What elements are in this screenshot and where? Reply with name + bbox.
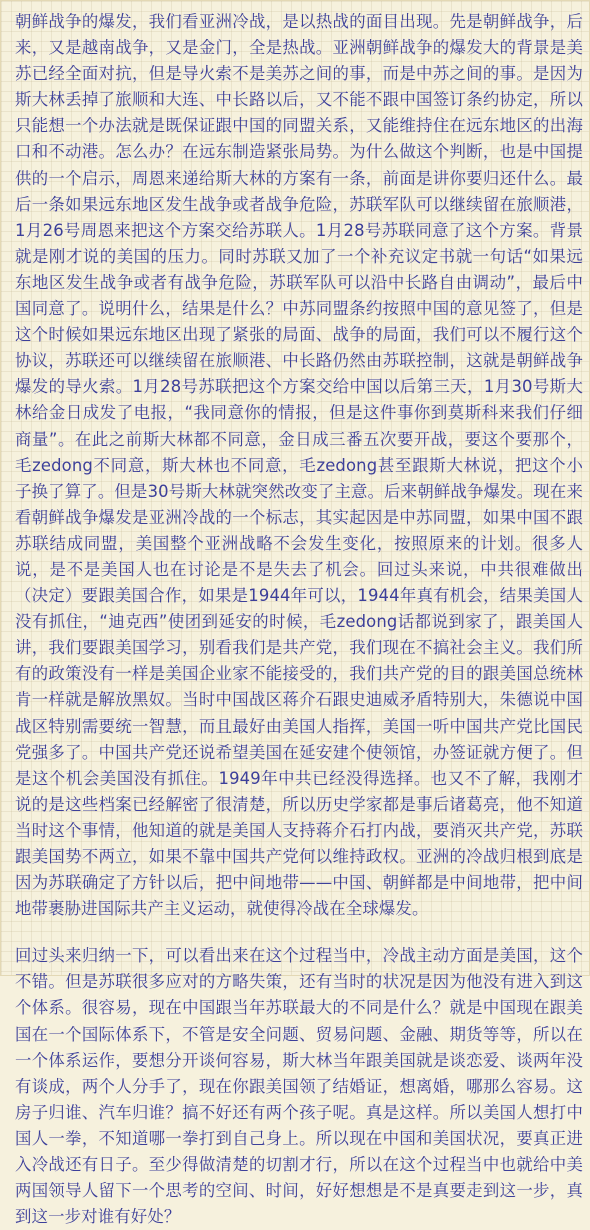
paragraph-2: 回过头来归纳一下，可以看出来在这个过程当中，冷战主动方面是美国，这个不错。但是苏联很多应对的方略失策，还有当时的状况是因为他没有进入到这个体系。很容易，现在中国跟当年苏联最大的不同是什么？就是中国现在跟美国在一个国际体系下，不管是安全问题、贸易问题、金融、期货等等，所以在一个体系运作，要想分开谈何容易，斯大林当年跟美国就是谈恋爱、谈两年没有谈成，两个人分手了，现在你跟美国领了结婚证，想离婚，哪那么容易。这房子归谁、汽车归谁？搞不好还有两个孩子呢。真是这样。所以美国人想打中国人一拳，不知道哪一拳打到自己身上。所以现在中国和美国状况，要真正进入冷战还有日子。至少得做清楚的切割才行，所以在这个过程当中也就给中美两国领导人留下一个思考的空间、时间，好好想想是不是真要走到这一步，真到这一步对谁有好处？ xyxy=(15,946,583,1227)
paragraph-spacer xyxy=(15,922,583,943)
paragraph-1: 朝鲜战争的爆发，我们看亚洲冷战，是以热战的面目出现。先是朝鲜战争，后来，又是越南战争，又是金门，全是热战。亚洲朝鲜战争的爆发大的背景是美苏已经全面对抗，但是导火索不是美苏之间的事，而是中苏之间的事。是因为斯大林丢掉了旅顺和大连、中长路以后，又不能不跟中国签订条约协定，所以只能想一个办法就是既保证跟中国的同盟关系，又能维持住在远东地区的出海口和不动港。怎么办？在远东制造紧张局势。为什么做这个判断，也是中国提供的一个启示，周恩来递给斯大林的方案有一条，前面是讲你要归还什么。最后一条如果远东地区发生战争或者战争危险，苏联军队可以继续留在旅顺港，1月26号周恩来把这个方案交给苏联人。1月28号苏联同意了这个方案。背景就是刚才说的美国的压力。同时苏联又加了一个补充议定书就一句话“如果远东地区发生战争或者有战争危险，苏联军队可以沿中长路自由调动”，最后中国同意了。说明什么，结果是什么？中苏同盟条约按照中国的意见签了，但是这个时候如果远东地区出现了紧张的局面、战争的局面，我们可以不履行这个协议，苏联还可以继续留在旅顺港、中长路仍然由苏联控制，这就是朝鲜战争爆发的导火索。1月28号苏联把这个方案交给中国以后第三天，1月30号斯大林给金日成发了电报，“我同意你的情报，但是这件事你到莫斯科来我们仔细商量”。在此之前斯大林都不同意，金日成三番五次要开战，要这个要那个，毛zedong不同意，斯大林也不同意，毛zedong甚至跟斯大林说，把这个小子换了算了。但是30号斯大林就突然改变了主意。后来朝鲜战争爆发。现在来看朝鲜战争爆发是亚洲冷战的一个标志，其实起因是中苏同盟，如果中国不跟苏联结成同盟，美国整个亚洲战略不会发生变化，按照原来的计划。很多人说，是不是美国人也在讨论是不是失去了机会。回过头来说，中共很难做出（决定）要跟美国合作，如果是1944年可以，1944年真有机会，结果美国人没有抓住，“迪克西”使团到延安的时候，毛zedong话都说到家了，跟美国人讲，我们要跟美国学习，别看我们是共产党，我们现在不搞社会主义。我们所有的政策没有一样是美国企业家不能接受的，我们共产党的目的跟美国总统林肯一样就是解放黑奴。当时中国战区蒋介石跟史迪威矛盾特别大，朱德说中国战区特别需要统一智慧，而且最好由美国人指挥，美国一听中国共产党比国民党强多了。中国共产党还说希望美国在延安建个使领馆，办签证就方便了。但是这个机会美国没有抓住。1949年中共已经没得选择。也又不了解，我刚才说的是这些档案已经解密了很清楚，所以历史学家都是事后诸葛亮，他不知道当时这个事情，他知道的就是美国人支持蒋介石打内战，要消灭共产党，苏联跟美国势不两立，如果不靠中国共产党何以维持政权。亚洲的冷战归根到底是因为苏联确定了方针以后，把中间地带——中国、朝鲜都是中间地带，把中间地带裹胁进国际共产主义运动，就使得冷战在全球爆发。 xyxy=(15,12,583,919)
